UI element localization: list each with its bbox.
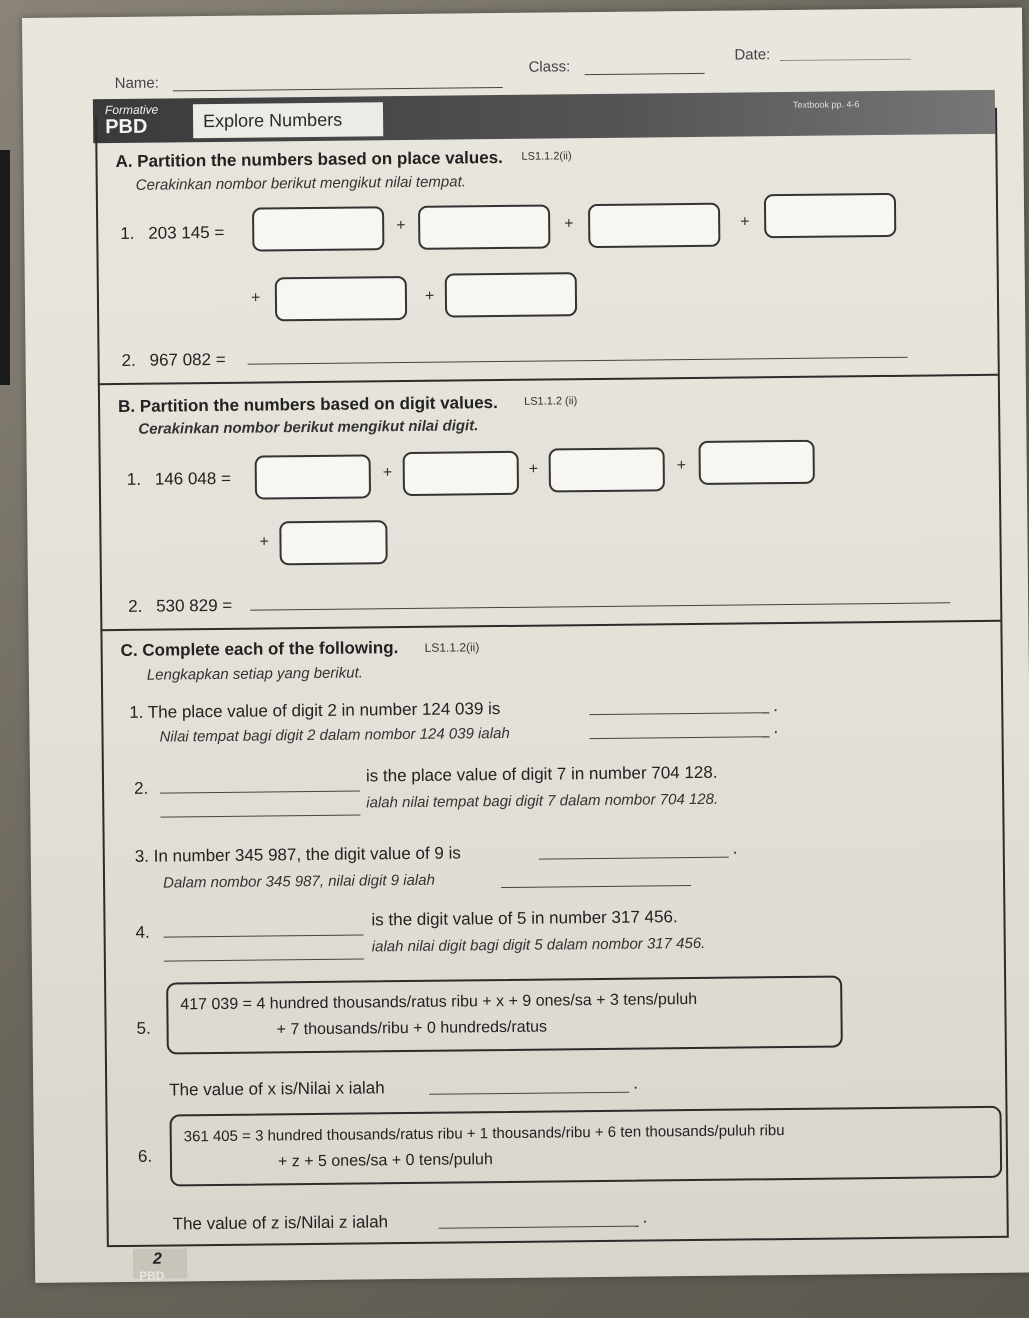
dark-edge <box>0 150 10 385</box>
name-field[interactable] <box>173 87 503 91</box>
period: . <box>633 1073 639 1093</box>
c3-question-en: 3. In number 345 987, the digit value of 9 is <box>134 843 461 866</box>
plus-sign: + <box>396 216 406 235</box>
section-b-title: B. Partition the numbers based on digit values. <box>117 393 498 417</box>
c2-number: 2. <box>133 778 149 798</box>
b2-answer-line[interactable] <box>250 602 950 610</box>
a2-number: 2. <box>121 350 136 370</box>
b1-number: 1. <box>126 469 142 489</box>
c4-answer-line[interactable] <box>164 934 364 937</box>
c5-ask: The value of x is/Nilai x ialah <box>169 1078 385 1100</box>
a1-answer-box-3[interactable] <box>588 203 720 248</box>
plus-sign: + <box>564 215 574 233</box>
c1-answer-line[interactable] <box>589 712 769 715</box>
c5-answer-line[interactable] <box>429 1092 629 1095</box>
class-label: Class: <box>528 58 571 76</box>
c2-answer-line-ms[interactable] <box>160 815 360 818</box>
b1-answer-box-5[interactable] <box>279 520 387 565</box>
c3-answer-line-ms[interactable] <box>501 885 691 888</box>
plus-sign: + <box>382 464 393 482</box>
corner-note: Textbook pp. 4-6 <box>792 99 860 110</box>
b1-answer-box-3[interactable] <box>549 447 665 492</box>
section-a-title: A. Partition the numbers based on place values. <box>115 147 503 172</box>
date-label: Date: <box>734 46 771 64</box>
c4-question-en: is the digit value of 5 in number 317 456. <box>371 907 678 930</box>
c6-number: 6. <box>137 1146 153 1166</box>
section-c-code: LS1.1.2(ii) <box>424 640 480 655</box>
c2-question-ms: ialah nilai tempat bagi digit 7 dalam nombor 704 128. <box>366 790 719 812</box>
a1-answer-box-5[interactable] <box>275 276 407 321</box>
plus-sign: + <box>676 457 687 475</box>
c6-line-1: 361 405 = 3 hundred thousands/ratus ribu + 1 thousands/ribu + 6 ten thousands/puluh ribu <box>183 1122 785 1146</box>
c5-expression-box <box>166 975 843 1054</box>
left-border <box>95 117 109 1245</box>
c5-line-2: + 7 thousands/ribu + 0 hundreds/ratus <box>276 1018 548 1039</box>
period: . <box>773 718 779 738</box>
c6-expression-box <box>169 1106 1002 1187</box>
c2-answer-line[interactable] <box>160 791 360 794</box>
a1-expression: 203 145 = <box>148 222 225 243</box>
c4-number: 4. <box>135 922 150 942</box>
c5-number: 5. <box>136 1018 151 1038</box>
b1-answer-box-1[interactable] <box>255 454 371 499</box>
section-divider <box>100 620 1000 631</box>
bottom-rule <box>107 1236 1009 1247</box>
a2-expression: 967 082 = <box>149 349 226 370</box>
b2-expression: 530 829 = <box>156 595 233 616</box>
footer-badge: PBD <box>139 1268 165 1283</box>
worksheet-page <box>22 8 1029 1283</box>
c1-answer-line-ms[interactable] <box>590 736 770 739</box>
c1-question-en: 1. The place value of digit 2 in number 124 039 is <box>129 699 501 722</box>
date-field[interactable] <box>780 59 910 61</box>
period: . <box>732 838 738 858</box>
page-title: Explore Numbers <box>202 109 343 132</box>
c1-question-ms: Nilai tempat bagi digit 2 dalam nombor 124 039 ialah <box>159 724 510 746</box>
a1-answer-box-4[interactable] <box>764 193 896 238</box>
page-number: 2 <box>152 1250 162 1268</box>
plus-sign: + <box>528 460 539 478</box>
c3-question-ms: Dalam nombor 345 987, nilai digit 9 ialah <box>162 871 435 892</box>
section-b-subtitle: Cerakinkan nombor berikut mengikut nilai digit. <box>138 417 479 438</box>
a1-answer-box-1[interactable] <box>252 206 384 251</box>
name-label: Name: <box>114 74 159 93</box>
c2-question-en: is the place value of digit 7 in number 704 128. <box>365 762 718 786</box>
a1-answer-box-6[interactable] <box>445 272 577 317</box>
pbd-badge: Formative PBD <box>104 102 159 139</box>
c6-line-2: + z + 5 ones/sa + 0 tens/puluh <box>277 1151 493 1171</box>
period: . <box>642 1207 648 1227</box>
b1-answer-box-4[interactable] <box>698 440 814 485</box>
section-c-title: C. Complete each of the following. <box>120 638 399 661</box>
a2-answer-line[interactable] <box>248 357 908 365</box>
period: . <box>773 696 779 716</box>
right-border <box>995 108 1009 1236</box>
section-c-subtitle: Lengkapkan setiap yang berikut. <box>146 664 363 684</box>
class-field[interactable] <box>585 73 705 75</box>
c5-line-1: 417 039 = 4 hundred thousands/ratus ribu + x + 9 ones/sa + 3 tens/puluh <box>180 990 698 1014</box>
section-divider <box>98 374 998 385</box>
a1-answer-box-2[interactable] <box>418 204 550 249</box>
section-b-code: LS1.1.2 (ii) <box>523 395 578 408</box>
section-a-subtitle: Cerakinkan nombor berikut mengikut nilai tempat. <box>135 173 467 194</box>
b1-answer-box-2[interactable] <box>403 451 519 496</box>
c3-answer-line[interactable] <box>539 857 729 860</box>
b2-number: 2. <box>128 596 143 616</box>
plus-sign: + <box>250 289 261 307</box>
a1-number: 1. <box>120 223 135 243</box>
plus-sign: + <box>424 287 435 305</box>
c6-ask: The value of z is/Nilai z ialah <box>172 1212 389 1234</box>
plus-sign: + <box>259 533 269 551</box>
c4-answer-line-ms[interactable] <box>164 958 364 961</box>
b1-expression: 146 048 = <box>154 468 232 489</box>
section-a-code: LS1.1.2(ii) <box>521 150 572 163</box>
c6-answer-line[interactable] <box>439 1226 639 1229</box>
c4-question-ms: ialah nilai digit bagi digit 5 dalam nombor 317 456. <box>371 934 706 956</box>
plus-sign: + <box>740 213 750 231</box>
